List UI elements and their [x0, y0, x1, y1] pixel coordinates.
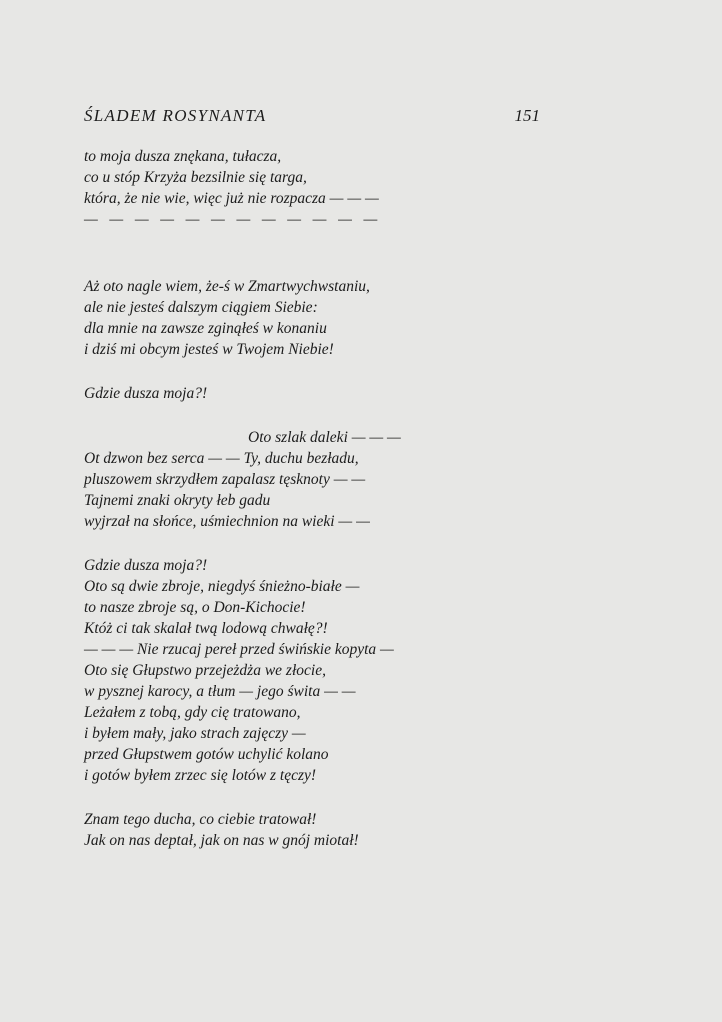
poem-line: to moja dusza znękana, tułacza, [84, 148, 282, 165]
poem-line: Oto się Głupstwo przejeżdża we złocie, [84, 662, 326, 679]
poem-line: Gdzie dusza moja?! [84, 557, 208, 574]
page-header [84, 106, 544, 130]
poem-line: Znam tego ducha, co ciebie tratował! [84, 811, 317, 828]
poem-line: przed Głupstwem gotów uchylić kolano [84, 746, 329, 763]
poem-line: Aż oto nagle wiem, że-ś w Zmartwychwstaniu, [84, 278, 370, 295]
poem-line: ale nie jesteś dalszym ciągiem Siebie: [84, 299, 318, 316]
poem-line: Jak on nas deptał, jak on nas w gnój miotał! [84, 832, 359, 849]
stanza-gap [84, 253, 554, 276]
page-number: 151 [514, 106, 540, 125]
poem-line: wyjrzał na słońce, uśmiechnion na wieki — — [84, 513, 370, 530]
poem-line: dla mnie na zawsze zginąłeś w konaniu [84, 320, 327, 337]
poem-line: Leżałem z tobą, gdy cię tratowano, [84, 704, 301, 721]
poem-line: i byłem mały, jako strach zajęczy — [84, 725, 306, 742]
poem-line: która, że nie wie, więc już nie rozpacza — — — [84, 190, 379, 207]
poem-line: Któż ci tak skalał twą lodową chwałę?! [84, 620, 328, 637]
poem-line: Oto są dwie zbroje, niegdyś śnieżno-białe — [84, 578, 360, 595]
stanza-gap [84, 360, 554, 383]
poem-line-indented: Oto szlak daleki — — — [248, 429, 401, 446]
poem-line: Gdzie dusza moja?! [84, 385, 208, 402]
poem-line: to nasze zbroje są, o Don-Kichocie! [84, 599, 306, 616]
stanza-gap [84, 532, 554, 555]
running-title: ŚLADEM ROSYNANTA [84, 106, 267, 125]
stanza-gap [84, 786, 554, 809]
dash-line: — — — — — — — — — — — — [84, 211, 378, 228]
stanza-gap [84, 230, 554, 253]
poem-line: pluszowem skrzydłem zapalasz tęsknoty — — [84, 471, 366, 488]
stanza-gap [84, 404, 554, 427]
poem-line: — — — Nie rzucaj pereł przed świńskie kopyta — [84, 641, 394, 658]
poem-line: Tajnemi znaki okryty łeb gadu [84, 492, 271, 509]
poem-line: Ot dzwon bez serca — — Ty, duchu bezładu, [84, 450, 359, 467]
poem-line: i dziś mi obcym jesteś w Twojem Niebie! [84, 341, 334, 358]
poem-line: w pysznej karocy, a tłum — jego świta — — [84, 683, 356, 700]
poem-body [84, 146, 554, 851]
poem-line: co u stóp Krzyża bezsilnie się targa, [84, 169, 307, 186]
poem-line: i gotów byłem zrzec się lotów z tęczy! [84, 767, 317, 784]
